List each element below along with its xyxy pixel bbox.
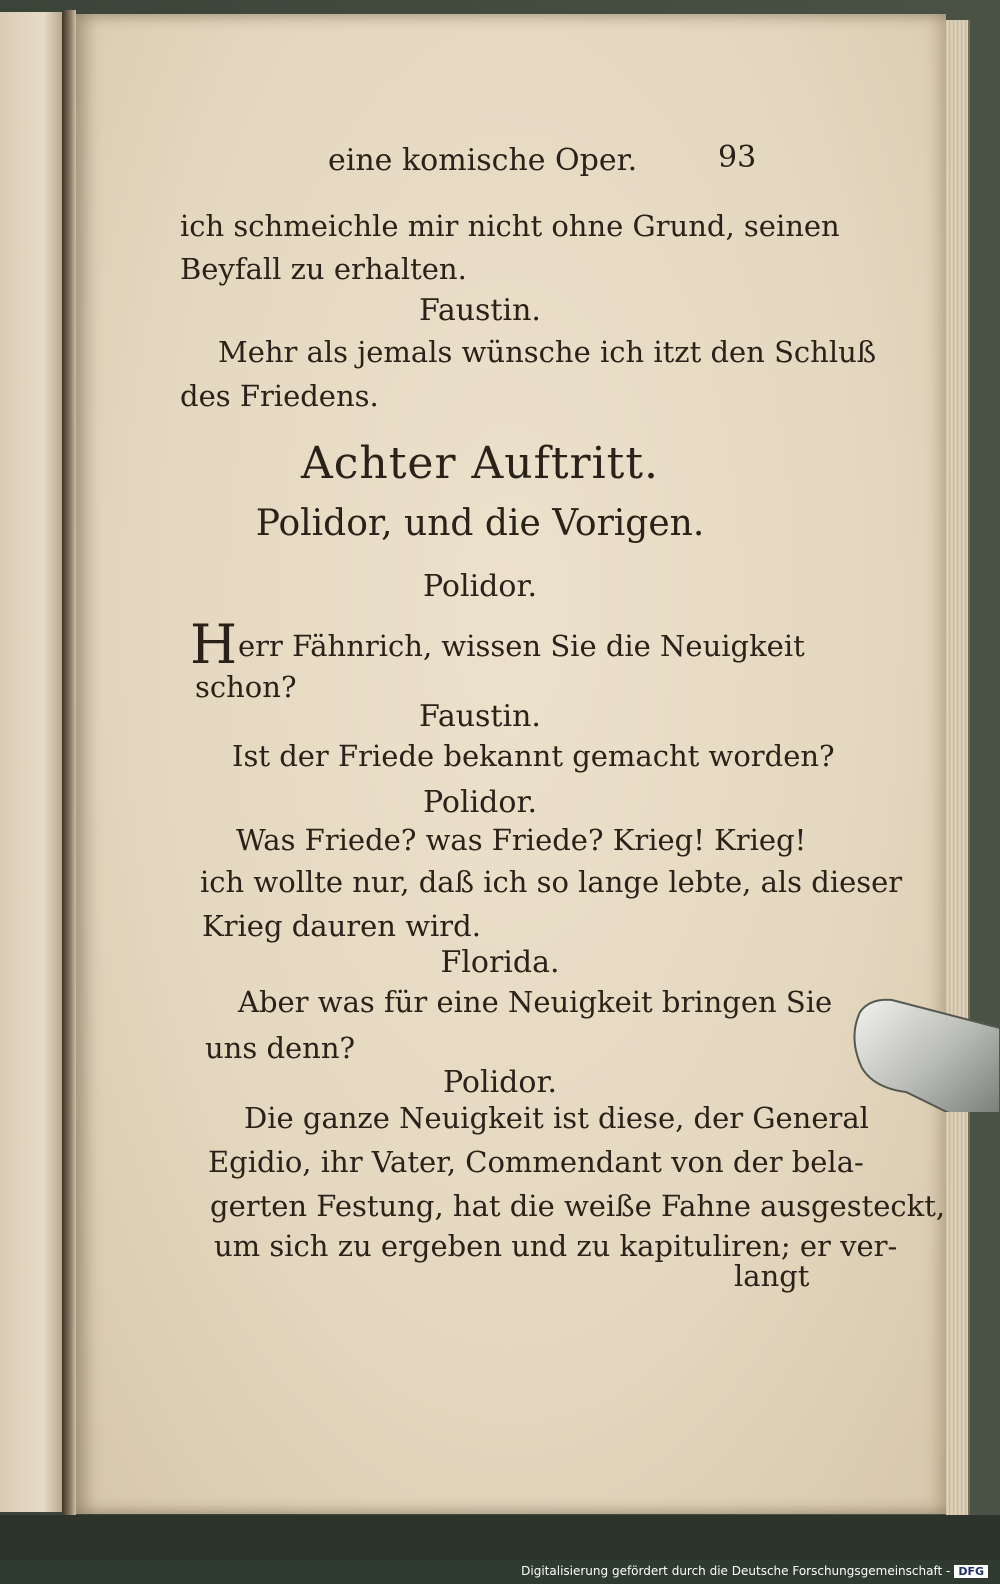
page-clip — [846, 992, 1000, 1112]
speaker-name: Polidor. — [422, 785, 538, 820]
text-line: Egidio, ihr Vater, Commendant von der bela- — [208, 1145, 864, 1179]
book-gutter — [62, 10, 76, 1520]
digitization-credit — [521, 1564, 988, 1578]
drop-cap: H — [190, 613, 238, 676]
text-line: um sich zu ergeben und zu kapituliren; er ver- — [214, 1229, 898, 1263]
text-line: err Fähnrich, wissen Sie die Neuigkeit — [238, 629, 805, 663]
scene-persons: Polidor, und die Vorigen. — [255, 503, 705, 544]
page-number: 93 — [718, 140, 757, 175]
speaker-name: Faustin. — [419, 293, 541, 328]
scene-title: Achter Auftritt. — [300, 438, 660, 489]
catchword: langt — [734, 1259, 810, 1293]
text-line: Krieg dauren wird. — [202, 909, 481, 943]
text-line: Beyfall zu erhalten. — [180, 252, 467, 286]
text-line: ich schmeichle mir nicht ohne Grund, seinen — [180, 209, 840, 243]
text-line: Aber was für eine Neuigkeit bringen Sie — [238, 985, 833, 1019]
text-line: Die ganze Neuigkeit ist diese, der General — [244, 1101, 869, 1135]
page-stack-edge — [946, 20, 970, 1515]
text-line: des Friedens. — [180, 379, 379, 413]
running-title: eine komische Oper. — [328, 143, 638, 178]
text-line: schon? — [195, 670, 297, 704]
credit-text: Digitalisierung gefördert durch die Deutsche Forschungsgemeinschaft - — [521, 1564, 951, 1578]
speaker-name: Faustin. — [419, 699, 541, 734]
text-line: ich wollte nur, daß ich so lange lebte, als dieser — [200, 865, 903, 899]
scan-bottom-margin — [0, 1515, 1000, 1560]
facing-page-edge — [0, 12, 65, 1512]
text-line: Mehr als jemals wünsche ich itzt den Schluß — [218, 335, 877, 369]
dfg-logo: DFG — [954, 1565, 988, 1578]
speaker-name: Polidor. — [442, 1065, 558, 1100]
speaker-name: Polidor. — [422, 569, 538, 604]
text-line: gerten Festung, hat die weiße Fahne ausgesteckt, — [210, 1189, 946, 1223]
text-line: Was Friede? was Friede? Krieg! Krieg! — [236, 823, 807, 857]
speaker-name: Florida. — [440, 945, 560, 980]
text-line: Ist der Friede bekannt gemacht worden? — [232, 739, 835, 773]
text-line: uns denn? — [205, 1031, 356, 1065]
